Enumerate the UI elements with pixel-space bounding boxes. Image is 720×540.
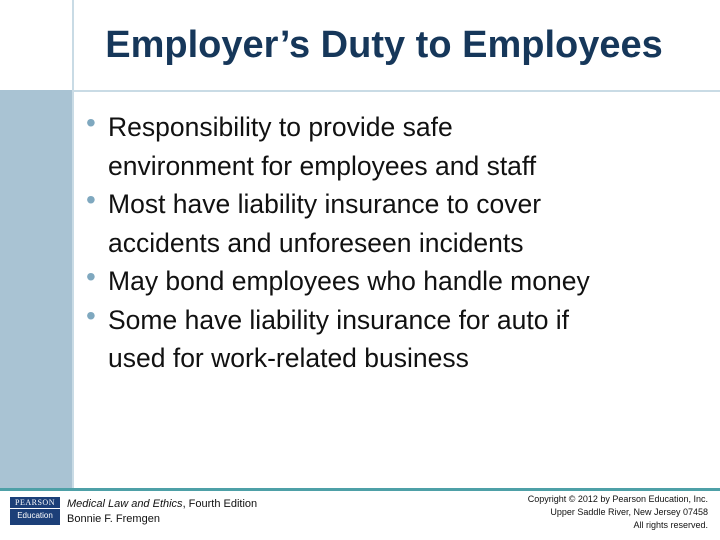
- vertical-divider: [72, 0, 74, 488]
- bullet-icon: •: [86, 184, 96, 215]
- book-title: Medical Law and Ethics: [67, 498, 183, 510]
- slide-title: Employer’s Duty to Employees: [105, 24, 663, 66]
- copyright-notice: [528, 493, 708, 532]
- bullet-icon: •: [86, 299, 96, 331]
- book-edition: , Fourth Edition: [182, 498, 258, 510]
- copyright-line: Upper Saddle River, New Jersey 07458: [550, 507, 708, 517]
- bullet-line: Some have liability insurance for auto if: [108, 304, 570, 335]
- copyright-line: All rights reserved.: [633, 520, 708, 530]
- bullet-line: May bond employees who handle money: [108, 266, 590, 296]
- copyright-line: Copyright © 2012 by Pearson Education, Inc.: [527, 494, 708, 504]
- book-author: Bonnie F. Fremgen: [67, 513, 160, 525]
- bullet-line: environment for employees and staff: [108, 150, 537, 181]
- bullet-list: [86, 108, 706, 378]
- bullet-item: [86, 301, 706, 378]
- bullet-item: [86, 108, 706, 185]
- bullet-item: [86, 262, 706, 301]
- bullet-line: Responsibility to provide safe: [108, 112, 453, 142]
- left-bar-top-white: [0, 0, 72, 90]
- bullet-line: Most have liability insurance to cover: [108, 189, 542, 219]
- logo-bottom-text: Education: [17, 511, 53, 520]
- book-info: [67, 497, 257, 527]
- title-divider: [72, 90, 720, 92]
- footer-divider: [0, 488, 720, 491]
- bullet-icon: •: [86, 261, 96, 292]
- bullet-item: [86, 185, 706, 262]
- logo-top-text: PEARSON: [10, 497, 60, 509]
- pearson-logo: [10, 497, 60, 525]
- bullet-line: used for work-related business: [108, 343, 469, 373]
- bullet-line: accidents and unforeseen incidents: [108, 227, 524, 258]
- bullet-icon: •: [86, 107, 96, 138]
